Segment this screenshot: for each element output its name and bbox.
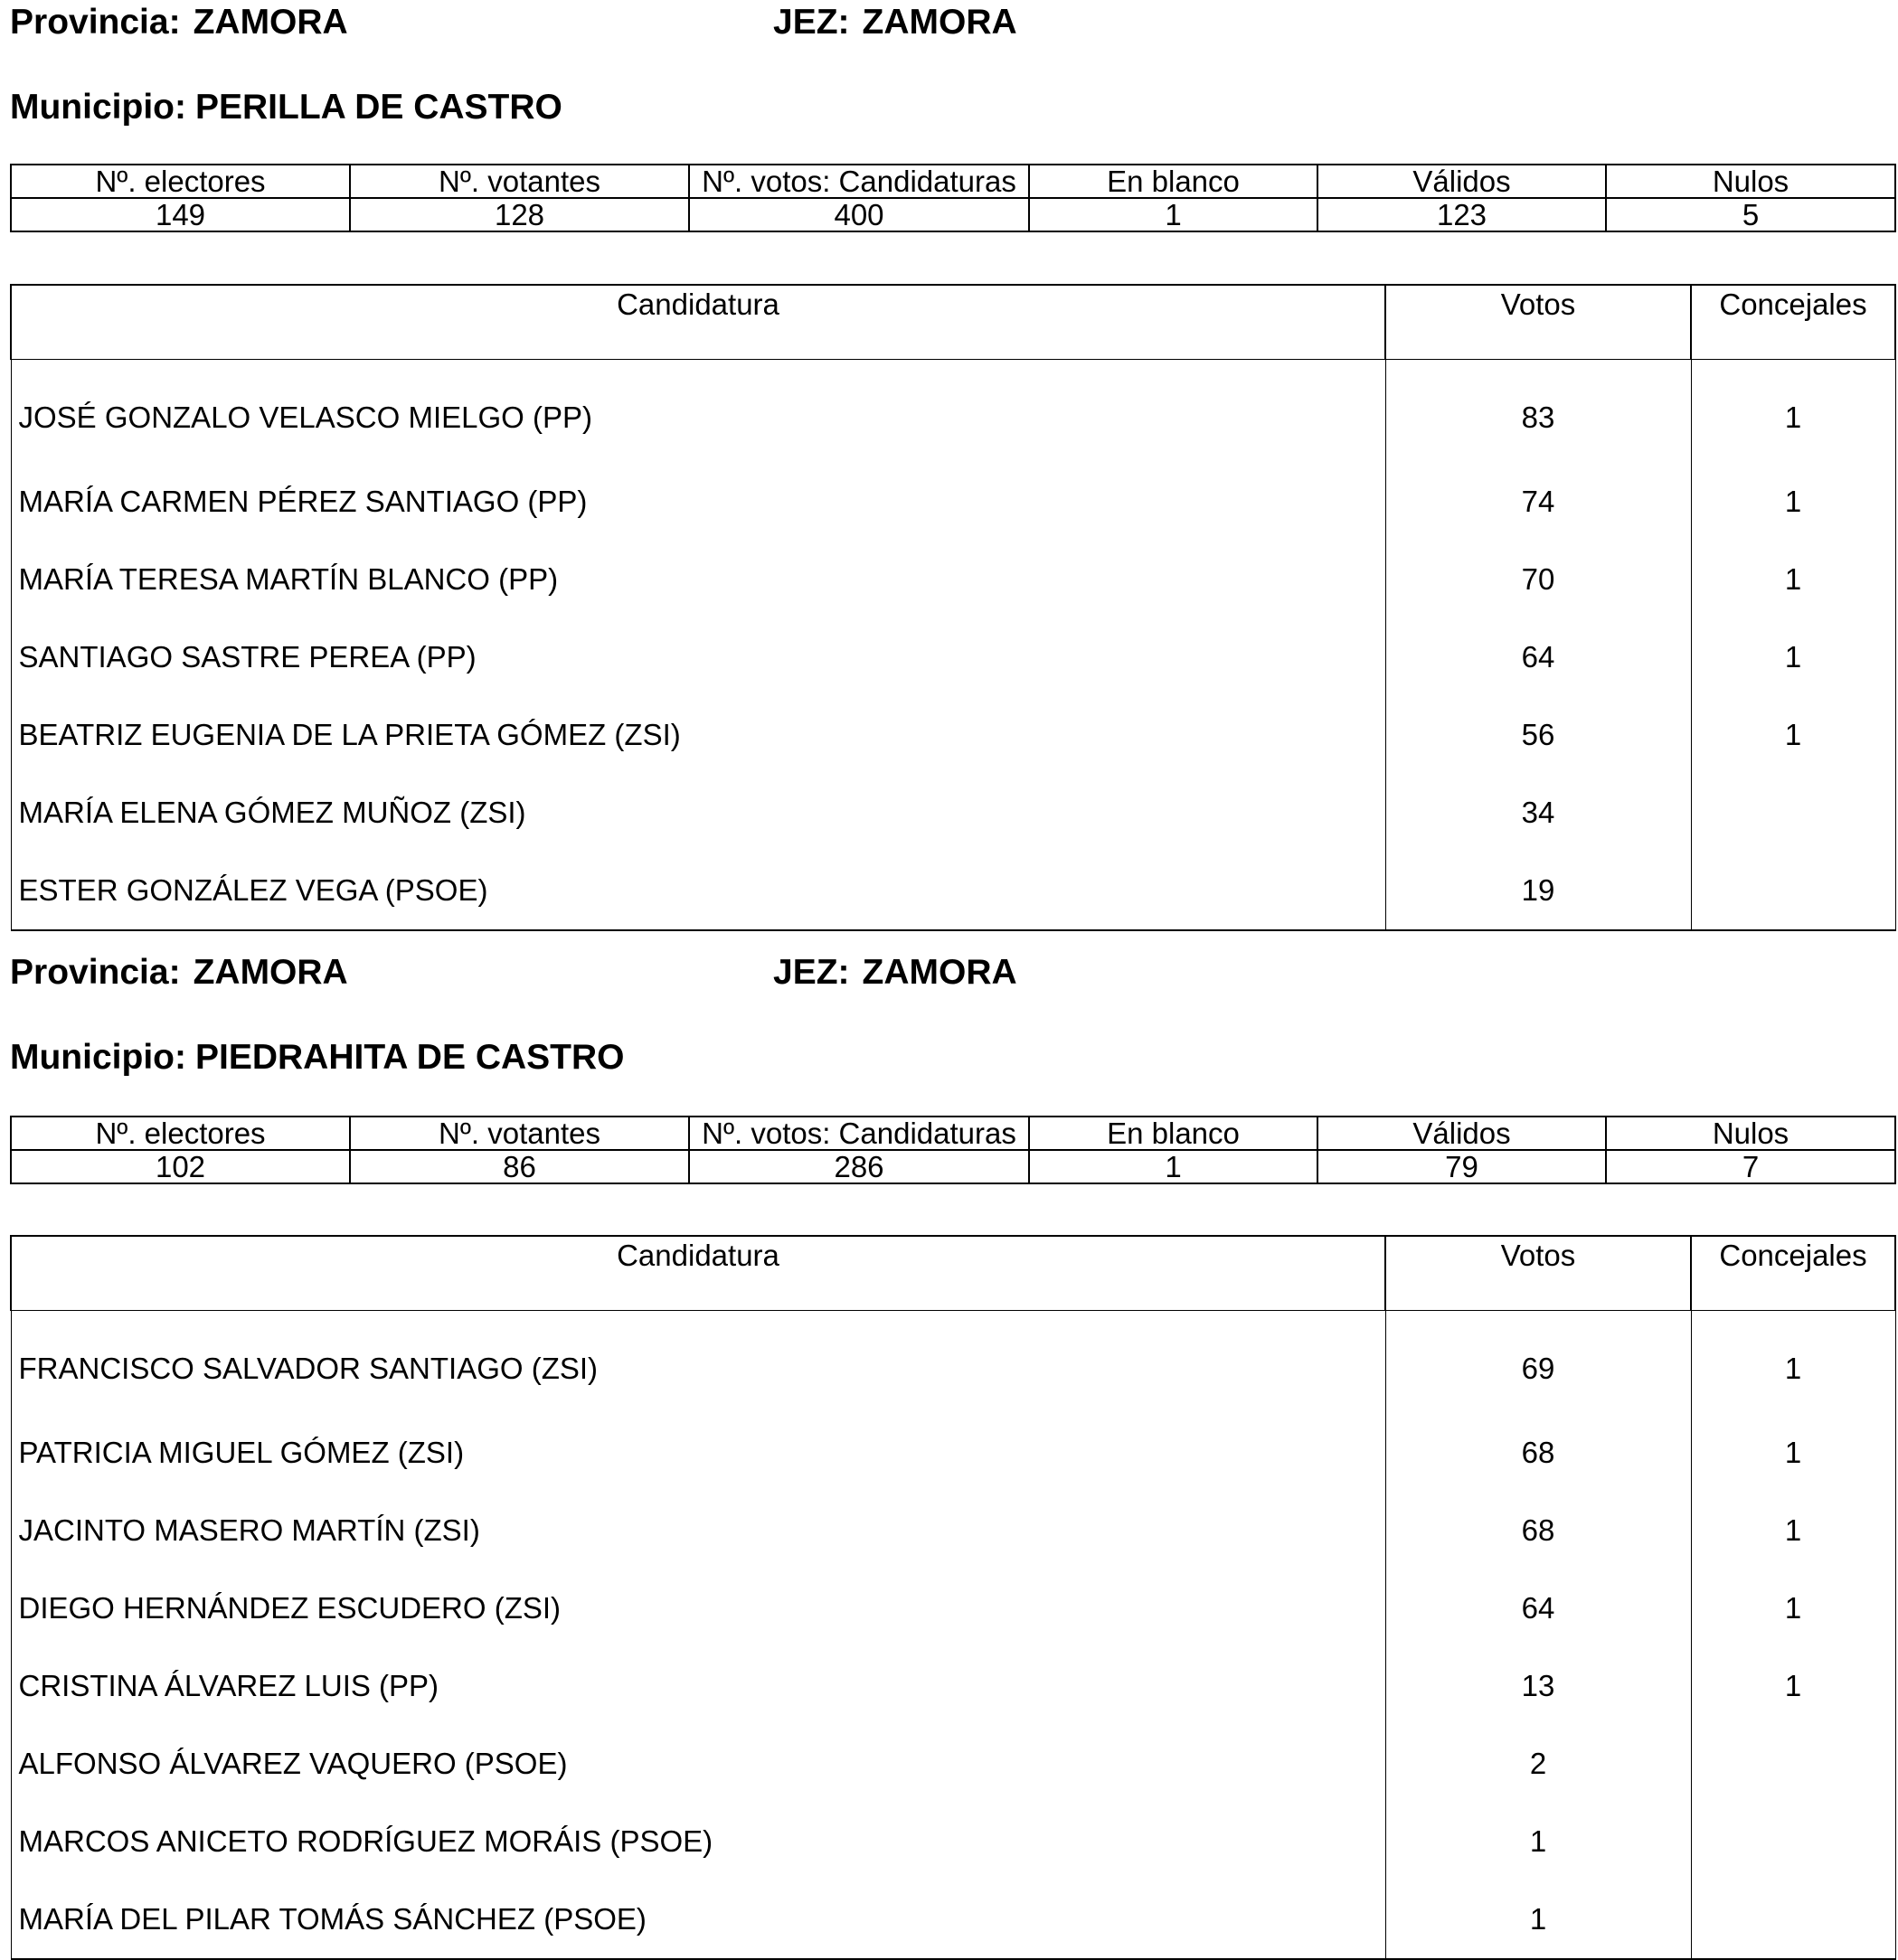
stats-header: Nulos [1606,1117,1895,1150]
jez-label: JEZ: [773,3,850,42]
candidate-votos: 34 [1385,774,1691,852]
stats-header-row [11,1117,1895,1150]
candidate-concejales: 1 [1691,463,1895,541]
candidate-votos: 68 [1385,1414,1691,1492]
candidate-name: DIEGO HERNÁNDEZ ESCUDERO (ZSI) [11,1569,1385,1647]
votos-header: Votos [1385,1236,1691,1311]
candidate-concejales: 1 [1691,1311,1895,1415]
candidate-name: JACINTO MASERO MARTÍN (ZSI) [11,1492,1385,1569]
jez-label: JEZ: [773,953,850,992]
candidate-name: ALFONSO ÁLVAREZ VAQUERO (PSOE) [11,1725,1385,1803]
candidate-concejales [1691,1725,1895,1803]
candidate-name: ESTER GONZÁLEZ VEGA (PSOE) [11,852,1385,930]
candidate-votos: 1 [1385,1880,1691,1959]
stats-header: Nº. votos: Candidaturas [689,1117,1029,1150]
stats-value: 400 [689,198,1029,231]
candidate-concejales [1691,774,1895,852]
jez-heading [773,952,1017,994]
stats-value: 86 [350,1150,689,1183]
candidates-table [10,284,1896,931]
candidate-concejales [1691,852,1895,930]
stats-header: Nº. electores [11,1117,350,1150]
candidate-votos: 64 [1385,1569,1691,1647]
stats-value-row [11,198,1895,231]
candidatura-header: Candidatura [11,285,1385,360]
candidate-row [11,1803,1895,1880]
candidate-concejales [1691,1803,1895,1880]
candidate-concejales: 1 [1691,1569,1895,1647]
candidate-votos: 13 [1385,1647,1691,1725]
stats-value: 1 [1029,1150,1317,1183]
votos-header: Votos [1385,285,1691,360]
candidate-row [11,1311,1895,1415]
candidate-name: FRANCISCO SALVADOR SANTIAGO (ZSI) [11,1311,1385,1415]
stats-header-row [11,165,1895,198]
stats-value: 128 [350,198,689,231]
candidate-name: MARÍA DEL PILAR TOMÁS SÁNCHEZ (PSOE) [11,1880,1385,1959]
stats-value: 102 [11,1150,350,1183]
candidate-name: CRISTINA ÁLVAREZ LUIS (PP) [11,1647,1385,1725]
municipio-heading [10,87,562,128]
candidate-votos: 2 [1385,1725,1691,1803]
stats-value-row [11,1150,1895,1183]
candidate-row [11,1647,1895,1725]
candidate-name: MARÍA CARMEN PÉREZ SANTIAGO (PP) [11,463,1385,541]
candidate-name: PATRICIA MIGUEL GÓMEZ (ZSI) [11,1414,1385,1492]
candidate-name: MARÍA ELENA GÓMEZ MUÑOZ (ZSI) [11,774,1385,852]
candidate-row [11,618,1895,696]
stats-header: Nº. votos: Candidaturas [689,165,1029,198]
candidate-row [11,774,1895,852]
candidate-name: SANTIAGO SASTRE PEREA (PP) [11,618,1385,696]
stats-header: En blanco [1029,1117,1317,1150]
candidates-table [10,1235,1896,1960]
candidate-row [11,360,1895,464]
candidate-concejales: 1 [1691,1492,1895,1569]
candidate-votos: 68 [1385,1492,1691,1569]
candidate-concejales: 1 [1691,696,1895,774]
stats-value: 1 [1029,198,1317,231]
candidate-name: JOSÉ GONZALO VELASCO MIELGO (PP) [11,360,1385,464]
candidate-votos: 69 [1385,1311,1691,1415]
provincia-value: ZAMORA [193,3,348,42]
candidate-row [11,541,1895,618]
candidate-row [11,696,1895,774]
candidate-concejales [1691,1880,1895,1959]
candidate-concejales: 1 [1691,1647,1895,1725]
candidate-row [11,852,1895,930]
stats-value: 7 [1606,1150,1895,1183]
candidate-votos: 56 [1385,696,1691,774]
municipio-value: PERILLA DE CASTRO [194,88,562,127]
candidate-votos: 64 [1385,618,1691,696]
stats-value: 149 [11,198,350,231]
concejales-header: Concejales [1691,1236,1895,1311]
stats-header: Válidos [1317,1117,1606,1150]
stats-value: 123 [1317,198,1606,231]
candidate-concejales: 1 [1691,541,1895,618]
candidate-name: BEATRIZ EUGENIA DE LA PRIETA GÓMEZ (ZSI) [11,696,1385,774]
candidate-name: MARCOS ANICETO RODRÍGUEZ MORÁIS (PSOE) [11,1803,1385,1880]
candidate-votos: 19 [1385,852,1691,930]
candidates-header-row [11,285,1895,360]
municipio-value: PIEDRAHITA DE CASTRO [194,1038,625,1077]
candidate-concejales: 1 [1691,360,1895,464]
candidate-row [11,1414,1895,1492]
candidate-votos: 1 [1385,1803,1691,1880]
candidate-name: MARÍA TERESA MARTÍN BLANCO (PP) [11,541,1385,618]
stats-value: 286 [689,1150,1029,1183]
provincia-label: Provincia: [10,3,181,42]
stats-header: Nulos [1606,165,1895,198]
provincia-heading [10,952,348,994]
stats-value: 5 [1606,198,1895,231]
jez-value: ZAMORA [862,953,1017,992]
municipio-label: Municipio: [10,1038,186,1077]
stats-table [10,164,1896,232]
municipio-heading [10,1037,624,1079]
candidate-row [11,1492,1895,1569]
provincia-heading [10,2,348,43]
stats-header: Nº. votantes [350,165,689,198]
municipio-label: Municipio: [10,88,186,127]
candidate-votos: 83 [1385,360,1691,464]
jez-heading [773,2,1017,43]
concejales-header: Concejales [1691,285,1895,360]
stats-header: Nº. electores [11,165,350,198]
candidate-row [11,1569,1895,1647]
candidate-votos: 70 [1385,541,1691,618]
provincia-label: Provincia: [10,953,181,992]
candidate-row [11,1725,1895,1803]
candidate-row [11,463,1895,541]
provincia-value: ZAMORA [193,953,348,992]
candidate-row [11,1880,1895,1959]
candidatura-header: Candidatura [11,1236,1385,1311]
candidates-header-row [11,1236,1895,1311]
stats-value: 79 [1317,1150,1606,1183]
stats-header: Válidos [1317,165,1606,198]
stats-table [10,1116,1896,1184]
candidate-concejales: 1 [1691,618,1895,696]
stats-header: Nº. votantes [350,1117,689,1150]
candidate-concejales: 1 [1691,1414,1895,1492]
candidate-votos: 74 [1385,463,1691,541]
jez-value: ZAMORA [862,3,1017,42]
stats-header: En blanco [1029,165,1317,198]
